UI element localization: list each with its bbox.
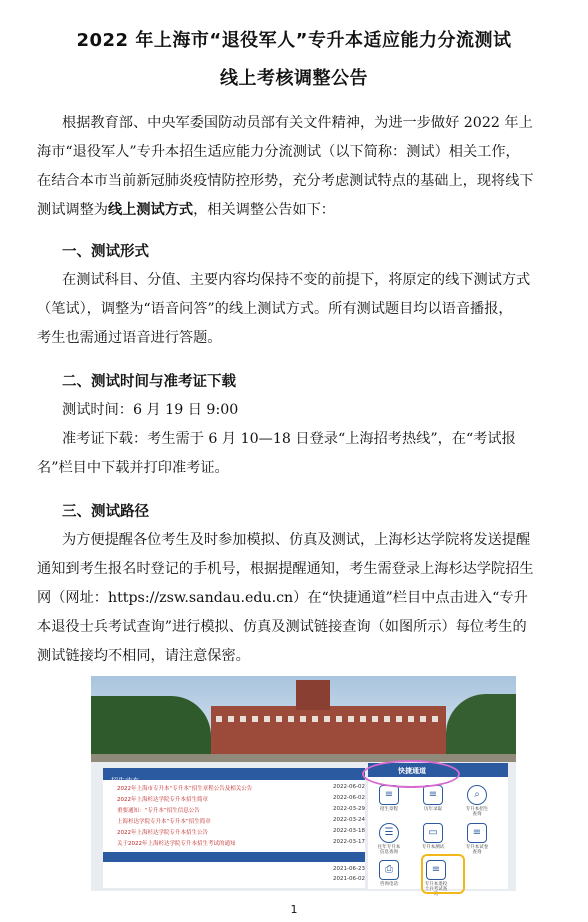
news-title: 关于2022年上海杉达学院专升本招生考试的通知	[117, 841, 236, 847]
quick-link-veteran-exam[interactable]: ≡ 专升本退役士兵考试查询	[423, 860, 449, 897]
intro-line-2: 海市“退役军人”专升本招生适应能力分流测试（以下简称：测试）相关工作，	[37, 144, 520, 160]
quick-access-title: 快捷通道	[398, 766, 426, 775]
news-panel-title: 招生动态	[111, 777, 139, 785]
intro-line-1: 根据教育部、中央军委国防动员部有关文件精神，为进一步做好 2022 年上	[62, 115, 533, 131]
page-number: 1	[290, 903, 298, 916]
section-2-line-1: 准考证下载：考生需于 6 月 10—18 日登录“上海招考热线”，在“考试报	[62, 431, 516, 447]
monitor-icon: ▭	[423, 823, 443, 843]
section-1-line-1: 在测试科目、分值、主要内容均保持不变的前提下，将原定的线下测试方式	[62, 272, 531, 288]
document-title-line2: 线上考核调整公告	[220, 68, 368, 89]
news-row[interactable]	[117, 806, 365, 815]
intro-line-3: 在结合本市当前新冠肺炎疫情防控形势，充分考虑测试特点的基础上，现将线下	[37, 173, 534, 189]
document-search-icon: ≡	[467, 823, 487, 843]
quick-link-past-info[interactable]: ☰ 往年专升本信息查询	[376, 823, 402, 855]
section-2-line-2: 名”栏目中下载并打印准考证。	[37, 460, 229, 476]
news-date: 2022-06-02	[333, 795, 365, 801]
document-title-line1: 2022 年上海市“退役军人”专升本适应能力分流测试	[76, 30, 512, 51]
tab-upgrade[interactable]: 专升本招生	[242, 863, 271, 869]
news-title: 2022年上海杉达学院专升本招生简章	[117, 797, 208, 803]
news-row[interactable]	[117, 817, 365, 826]
quick-link-rules[interactable]: ≡ 招生章程	[376, 785, 402, 812]
section-1-line-2: （笔试），调整为“语音问答”的线上测试方式。所有测试题目均以语音播报，	[37, 301, 513, 317]
document-icon: ≡	[379, 785, 399, 805]
news-date: 2022-03-18	[333, 828, 365, 834]
news-date: 2022-06-02	[333, 784, 365, 790]
news-title: 上海杉达学院专升本“专升本”招生简章	[117, 819, 211, 825]
website-screenshot	[91, 676, 516, 897]
building-windows	[216, 716, 441, 722]
news-row[interactable]	[117, 784, 365, 793]
tab-contact[interactable]: 联系我们	[306, 863, 329, 869]
section-1-line-3: 考生也需通过语音进行答题。	[37, 330, 222, 346]
intro-emphasis: 线上测试方式	[107, 202, 194, 218]
document-search-icon: ≡	[426, 860, 446, 880]
news-title: 重要通知：“专升本”招生信息公告	[117, 808, 200, 814]
news-title: 2022年上海杉达学院专升本招生公告	[117, 830, 208, 836]
news-date: 2022-03-29	[333, 806, 365, 812]
news-title: 2022年上海市专升本“专升本”招生章程公告及相关公告	[117, 786, 253, 792]
highlight-ellipse	[362, 760, 460, 788]
printer-icon: ⎙	[379, 860, 399, 880]
news-row[interactable]	[117, 876, 365, 885]
document-icon: ≡	[423, 785, 443, 805]
section-3-line-4: 本退役士兵考试查询”进行模拟、仿真及测试链接查询（如图所示）每位考生的	[37, 619, 527, 635]
news-row[interactable]	[117, 866, 365, 875]
search-icon: ⌕	[467, 785, 487, 805]
section-2-heading: 二、测试时间与准考证下载	[62, 374, 236, 390]
section-1-heading: 一、测试形式	[62, 244, 149, 260]
intro-line-4	[37, 199, 335, 219]
highlight-box	[421, 854, 465, 894]
section-3-line-3: 网（网址：https://zsw.sandau.edu.cn）在“快捷通道”栏目中点击进入“专升	[37, 590, 528, 606]
news-date: 2021-06-23	[333, 866, 365, 872]
intro-text: 测试调整为	[37, 202, 108, 218]
news-date: 2022-03-17	[333, 839, 365, 845]
quick-link-paper[interactable]: ≡ 专升本试卷查询	[464, 823, 490, 855]
news-row[interactable]	[117, 839, 365, 848]
quick-link-query[interactable]: ⌕ 专升本招生查询	[464, 785, 490, 817]
campus-tower	[296, 680, 330, 710]
quick-link-scores[interactable]: ≡ 历年录取	[420, 785, 446, 812]
news-panel-header	[103, 768, 365, 785]
campus-building	[211, 706, 446, 754]
section-3-heading: 三、测试路径	[62, 504, 149, 520]
news-row[interactable]	[117, 795, 365, 804]
section-3-line-5: 测试链接均不相同，请注意保密。	[37, 648, 250, 664]
list-icon: ☰	[379, 823, 399, 843]
news-panel	[103, 768, 365, 888]
section-3-line-2: 通知到考生报名时登记的手机号，根据提醒通知，考生需登录上海杉达学院招生	[37, 561, 534, 577]
news-date: 2022-03-24	[333, 817, 365, 823]
intro-text-end: ，相关调整公告如下：	[193, 202, 335, 218]
quick-link-phone[interactable]: ⎙ 咨询电话	[376, 860, 402, 887]
tab-past-scores[interactable]: 历年录取分	[179, 863, 207, 869]
campus-ground	[91, 754, 516, 762]
section-2-time: 测试时间：6 月 19 日 9:00	[62, 402, 239, 418]
quick-link-test[interactable]: ▭ 专升本测试	[420, 823, 446, 850]
news-row[interactable]	[117, 828, 365, 837]
campus-trees-left	[91, 696, 211, 756]
tab-enrollment-rules[interactable]: 招生章程	[121, 863, 144, 869]
news-date: 2021-06-02	[333, 876, 365, 882]
section-3-line-1: 为方便提醒各位考生及时参加模拟、仿真及测试，上海杉达学院将发送提醒	[62, 532, 531, 548]
